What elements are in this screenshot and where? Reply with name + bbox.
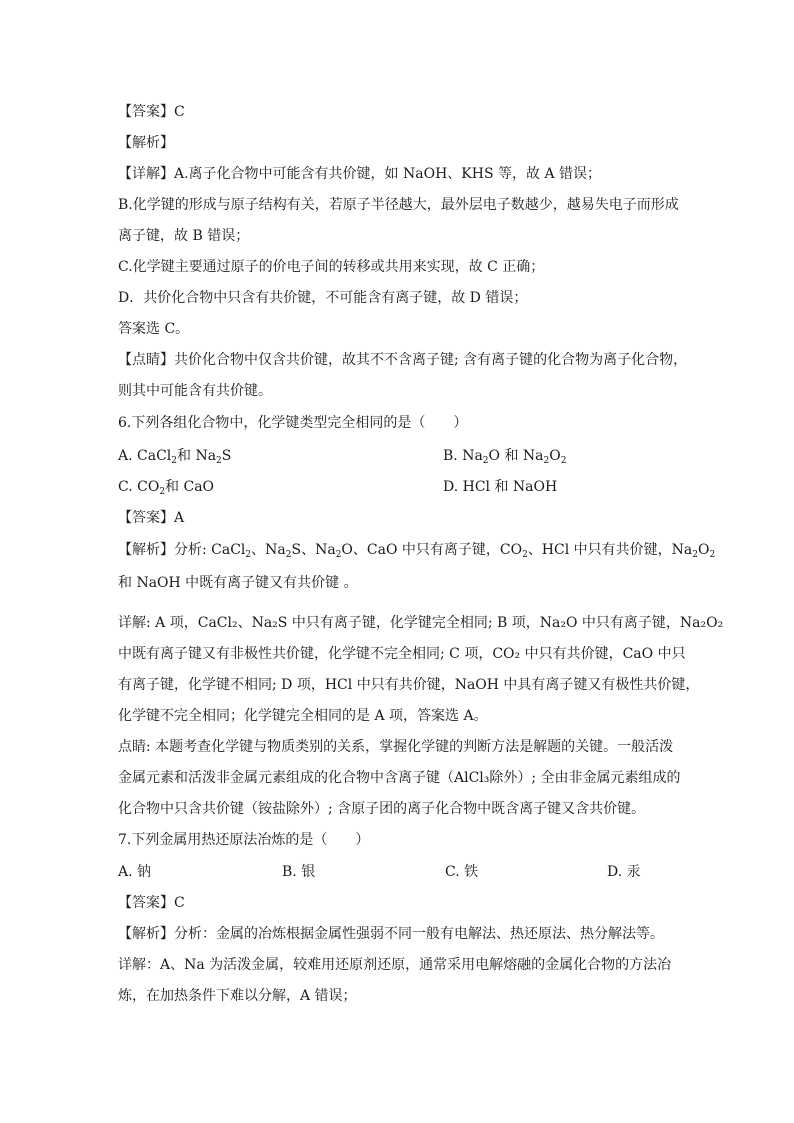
tip-5-1: 【点睛】共价化合物中仅含共价键，故其不不含离子键; 含有离子键的化合物为离子化合物， [118,352,688,368]
analysis-7: 【解析】分析：金属的冶炼根据金属性强弱不同一般有电解法、热还原法、热分解法等。 [118,926,664,942]
tip-5-2: 则其中可能含有共价键。 [118,383,272,399]
detail-5-c: C.化学键主要通过原子的价电子间的转移或共用来实现，故 C 正确； [118,259,545,275]
q7-option-d: D. 汞 [607,864,641,880]
tip-6-2: 金属元素和活泼非金属元素组成的化合物中含离子键（AlCl₃除外）; 全由非金属元素组成的 [118,770,681,786]
q6-option-d: D. HCl 和 NaOH [443,479,558,495]
detail-5-d: D．共价化合物中只含有共价键，不可能含有离子键，故 D 错误； [118,290,528,306]
q6-option-b: B. $Na_2O$ 和 $Na_2O_2$ [443,448,567,466]
detail-5-a: 【详解】A.离子化合物中可能含有共价键，如 NaOH、KHS 等，故 A 错误； [118,166,602,182]
q7-option-c: C. 铁 [445,864,479,880]
q7-option-a: A. 钠 [118,864,152,880]
detail-6-4: 化学键不完全相同；化学键完全相同的是 A 项，答案选 A。 [118,708,488,724]
detail-6-1: 详解: A 项，CaCl₂、Na₂S 中只有离子键，化学键完全相同; B 项，Na₂O 中只有离子键，Na₂O₂ [118,615,724,631]
answer-7: 【答案】C [118,895,185,911]
detail-7-2: 炼，在加热条件下难以分解，A 错误； [118,988,357,1004]
analysis-5-heading: 【解析】 [118,135,174,151]
answer-5: 【答案】C [118,104,185,120]
q6-option-a: A. CaCl$_2$和 $Na_2S$ [118,448,232,466]
question-6: 6.下列各组化合物中，化学键类型完全相同的是（ ） [118,415,468,431]
tip-6-3: 化合物中只含共价键（铵盐除外）; 含原子团的离子化合物中既含离子键又含共价键。 [118,801,646,817]
detail-6-2: 中既有离子键又有非极性共价键，化学键不完全相同; C 项，CO₂ 中只有共价键，CaO 中只 [118,646,686,662]
question-7: 7.下列金属用热还原法冶炼的是（ ） [118,832,370,848]
detail-5-conclusion: 答案选 C。 [118,321,190,337]
q6-option-c: C. $CO_2$和 CaO [118,479,215,497]
q7-option-b: B. 银 [282,864,316,880]
tip-6-1: 点睛: 本题考查化学键与物质类别的关系，掌握化学键的判断方法是解题的关键。一般活泼 [118,739,674,755]
answer-6: 【答案】A [118,510,185,526]
detail-5-b-2: 离子键，故 B 错误； [118,228,250,244]
analysis-6-1: 【解析】分析: CaCl$_2$、$Na_2S$、$Na_2O$、CaO 中只有离子键，$CO_2$、HCl 中只有共价键，$Na_2O_2$ [118,542,716,560]
detail-5-b-1: B.化学键的形成与原子结构有关，若原子半径越大，最外层电子数越少，越易失电子而形成 [118,197,679,213]
detail-6-3: 有离子键，化学键不相同; D 项，HCl 中只有共价键，NaOH 中具有离子键又有极性共价键， [118,677,700,693]
analysis-6-2: 和 NaOH 中既有离子键又有共价键 。 [118,575,358,591]
detail-7-1: 详解：A、Na 为活泼金属，较难用还原剂还原，通常采用电解熔融的金属化合物的方法冶 [118,957,672,973]
